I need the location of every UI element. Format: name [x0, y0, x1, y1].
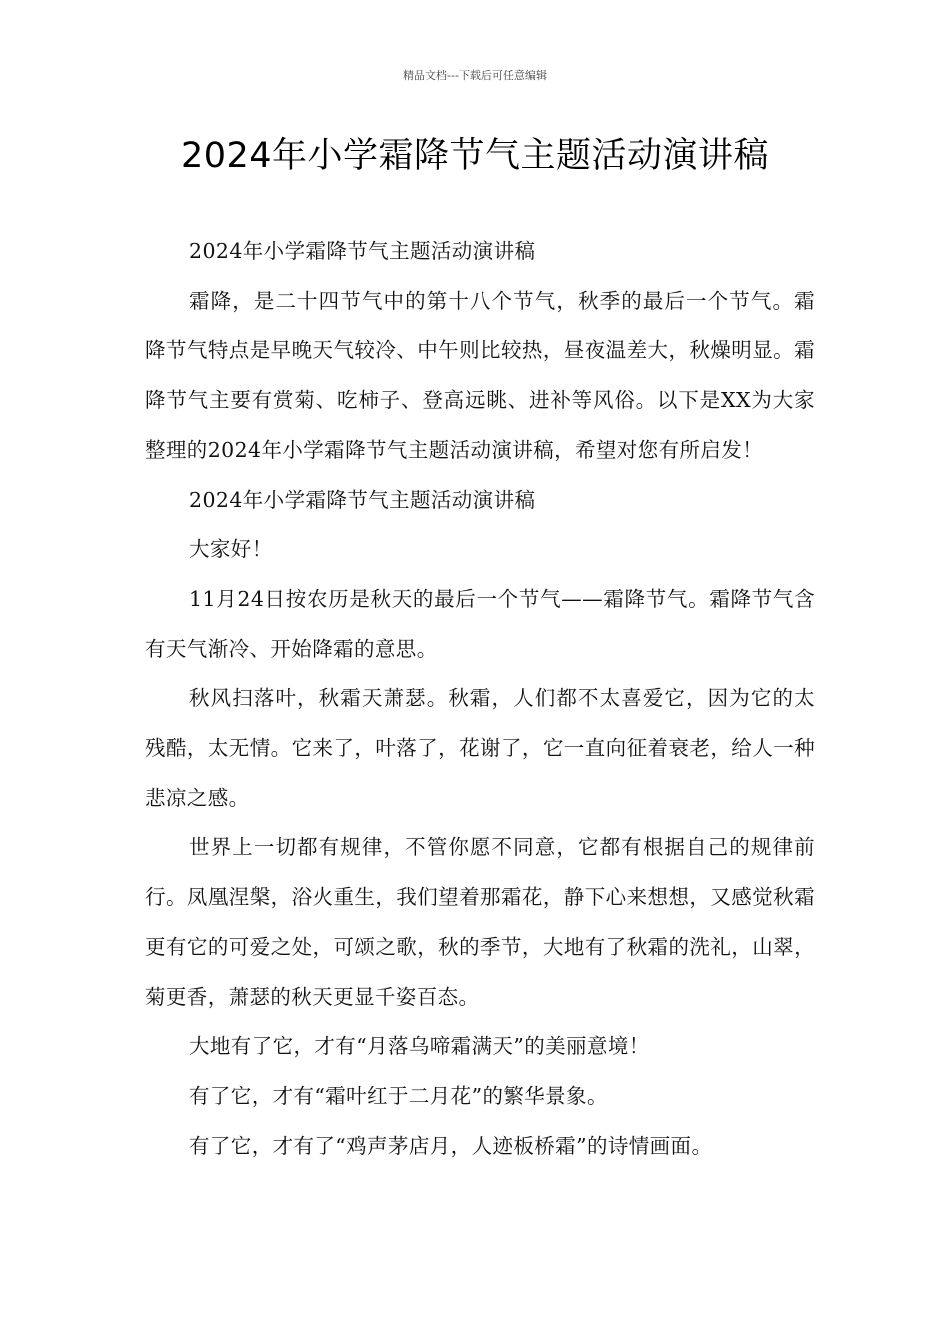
- header-note: 精品文档---下载后可任意编辑: [403, 69, 547, 82]
- paragraph: 11月24日按农历是秋天的最后一个节气——霜降节气。霜降节气含有天气渐冷、开始降霜的意思。: [145, 586, 815, 661]
- document-body: [145, 227, 815, 1171]
- paragraph-subtitle-repeat: 2024年小学霜降节气主题活动演讲稿: [189, 487, 536, 512]
- paragraph-greeting: 大家好！: [189, 537, 273, 562]
- paragraph: 秋风扫落叶，秋霜天萧瑟。秋霜，人们都不太喜爱它，因为它的太残酷，太无情。它来了，叶落了，花谢了，它一直向征着衰老，给人一种悲凉之感。: [145, 686, 815, 810]
- document-title: 2024年小学霜降节气主题活动演讲稿: [180, 136, 770, 176]
- paragraph-subtitle: 2024年小学霜降节气主题活动演讲稿: [189, 239, 536, 263]
- paragraph-intro: 霜降，是二十四节气中的第十八个节气，秋季的最后一个节气。霜降节气特点是早晚天气较冷、中午则比较热，昼夜温差大，秋燥明显。霜降节气主要有赏菊、吃柿子、登高远眺、进补等风俗。以下是XX为大家整理的2024年小学霜降节气主题活动演讲稿，希望对您有所启发！: [145, 288, 815, 462]
- paragraph: 大地有了它，才有“月落乌啼霜满天”的美丽意境！: [189, 1034, 650, 1059]
- paragraph: 世界上一切都有规律，不管你愿不同意，它都有根据自己的规律前行。凤凰涅槃，浴火重生，我们望着那霜花，静下心来想想，又感觉秋霜更有它的可爱之处，可颂之歌，秋的季节，大地有了秋霜的洗礼，山翠，菊更香，萧瑟的秋天更显千姿百态。: [145, 835, 815, 1009]
- paragraph: 有了它，才有了“鸡声茅店月，人迹板桥霜”的诗情画面。: [189, 1133, 713, 1158]
- paragraph: 有了它，才有“霜叶红于二月花”的繁华景象。: [189, 1083, 608, 1108]
